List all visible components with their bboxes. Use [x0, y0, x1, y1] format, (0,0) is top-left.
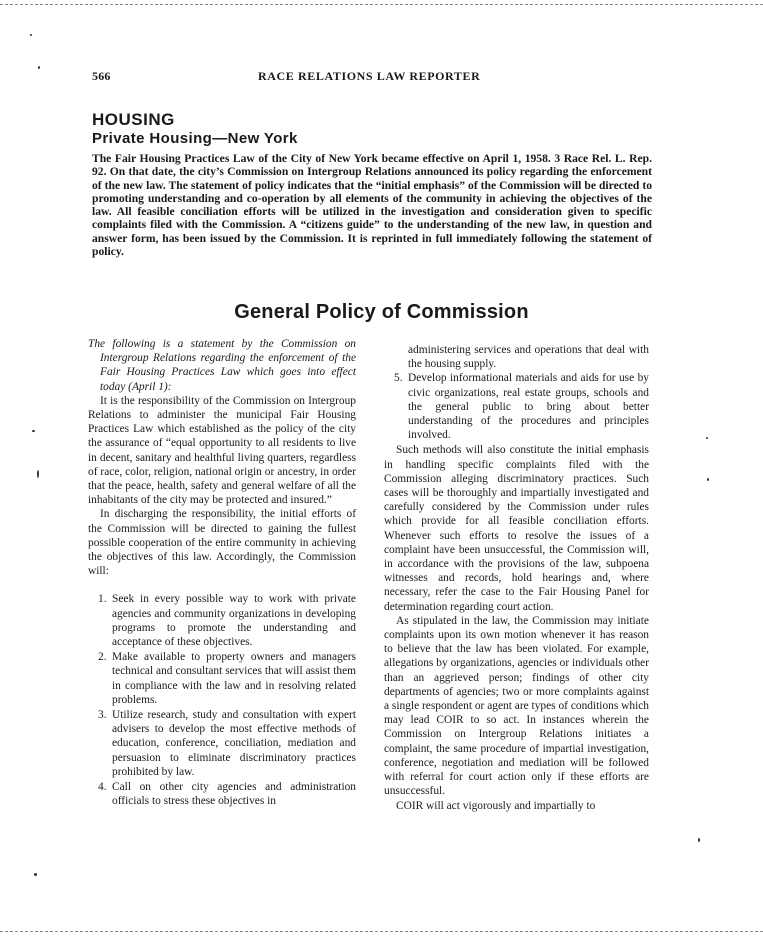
subsection-title: Private Housing—New York	[92, 130, 298, 147]
scan-top-border	[0, 4, 763, 5]
scan-speck	[698, 838, 700, 842]
body-paragraph: Such methods will also constitute the initial emphasis in handling specific complaints filed with the Commission alleging discriminatory practices. Such cases will be thoroughly and impartially investigated and carefully considered by the Commission under rules which provide for all feasible conciliation efforts. Whenever such efforts to resolve the issues of a complaint have been unsuccessful, the Commission will, in accordance with the provisions of the law, subpoena witnesses and records, hold hearings and, where necessary, refer the case to the Fair Housing Panel for determination regarding court action.	[384, 444, 649, 613]
page-number: 566	[92, 69, 111, 83]
list-item-number: 5.	[394, 372, 403, 385]
body-paragraph: COIR will act vigorously and impartially to	[396, 799, 596, 812]
right-column	[384, 343, 649, 813]
intro-paragraph: The Fair Housing Practices Law of the City of New York became effective on April 1, 1958. 3 Race Rel. L. Rep. 92. On that date, the city’s Commission on Intergroup Relations announced its policy regarding the enforcement of the new law. The statement of policy indicates that the “initial emphasis” of the Commission will be directed to promoting understanding and co-operation by all elements of the community in achieving the objectives of the law. All feasible conciliation efforts will be utilized in the investigation and consideration given to specific complaints filed with the Commission. A “citizens guide” to the understanding of the new law, in question and answer form, has been issued by the Commission. It is reprinted in full immediately following the statement of policy.	[92, 152, 652, 259]
list-item-number: 2.	[98, 651, 107, 664]
list-item-text: Utilize research, study and consultation with expert advisers to develop the most effective methods of education, conference, conciliation, mediation and persuasion to eliminate discriminatory practices prohibited by law.	[112, 709, 356, 778]
scan-bottom-border	[0, 931, 763, 932]
list-item-text: Make available to property owners and managers technical and consultant services that will assist them in compliance with the law and in resolving related problems.	[112, 651, 356, 706]
commitment-list	[88, 592, 356, 808]
list-item-text: Seek in every possible way to work with private agencies and community organizations in developing programs to promote the understanding and acceptance of these objectives.	[112, 593, 356, 649]
scan-speck	[38, 66, 40, 69]
list-item-continuation: administering services and operations that deal with the housing supply.	[408, 344, 649, 371]
scan-speck	[706, 437, 708, 439]
commitment-list-continued	[384, 371, 649, 442]
list-item	[88, 780, 356, 808]
list-item	[88, 708, 356, 779]
scan-speck	[30, 34, 32, 36]
body-paragraph: As stipulated in the law, the Commission may initiate complaints upon its own motion whenever it has reason to believe that the law has been violated. For example, allegations by organizations, agencies or individuals other than an aggrieved person; findings of other city departments of agencies; two or more complaints against a single respondent or agent are types of conditions which may lead COIR to so act. In instances wherein the Commission on Intergroup Relations initiates a complaint, the same procedure of impartial investigation, conference, negotiation and mediation will be followed with referral for court action only if these efforts are unsuccessful.	[384, 614, 649, 798]
list-item	[384, 371, 649, 442]
list-item-text: Develop informational materials and aids for use by civic organizations, real estate groups, schools and the general public to bring about better understanding of the procedures and principles involved.	[408, 372, 649, 442]
running-head: RACE RELATIONS LAW REPORTER	[258, 69, 481, 83]
list-item	[88, 592, 356, 649]
section-title: HOUSING	[92, 110, 175, 129]
scan-speck	[34, 873, 37, 876]
article-title: General Policy of Commission	[234, 301, 529, 323]
body-paragraph: It is the responsibility of the Commission on Intergroup Relations to administer the municipal Fair Housing Practices Law which established as the policy of the city the assurance of “equal opportunity to all residents to live in decent, sanitary and healthful living quarters, regardless of race, color, religion, national origin or ancestry, in order that the peace, health, safety and general welfare of all the inhabitants of the city may be protected and insured.”	[88, 394, 356, 507]
scan-speck	[32, 430, 35, 432]
body-paragraph: In discharging the responsibility, the initial efforts of the Commission will be directed to gaining the fullest possible cooperation of the entire community in achieving the objectives of this law. Accordingly, the Commission will:	[88, 508, 356, 578]
lead-in-paragraph: The following is a statement by the Commission on Intergroup Relations regarding the enforcement of the Fair Housing Practices Law which goes into effect today (April 1):	[88, 338, 356, 393]
scan-speck	[37, 470, 39, 478]
list-item	[88, 650, 356, 707]
list-item-number: 4.	[98, 781, 107, 794]
scan-speck	[707, 478, 709, 481]
list-item-text: Call on other city agencies and administration officials to stress these objectives in	[112, 781, 356, 808]
list-item-number: 1.	[98, 593, 107, 606]
left-column	[88, 337, 356, 810]
list-item-number: 3.	[98, 709, 107, 722]
